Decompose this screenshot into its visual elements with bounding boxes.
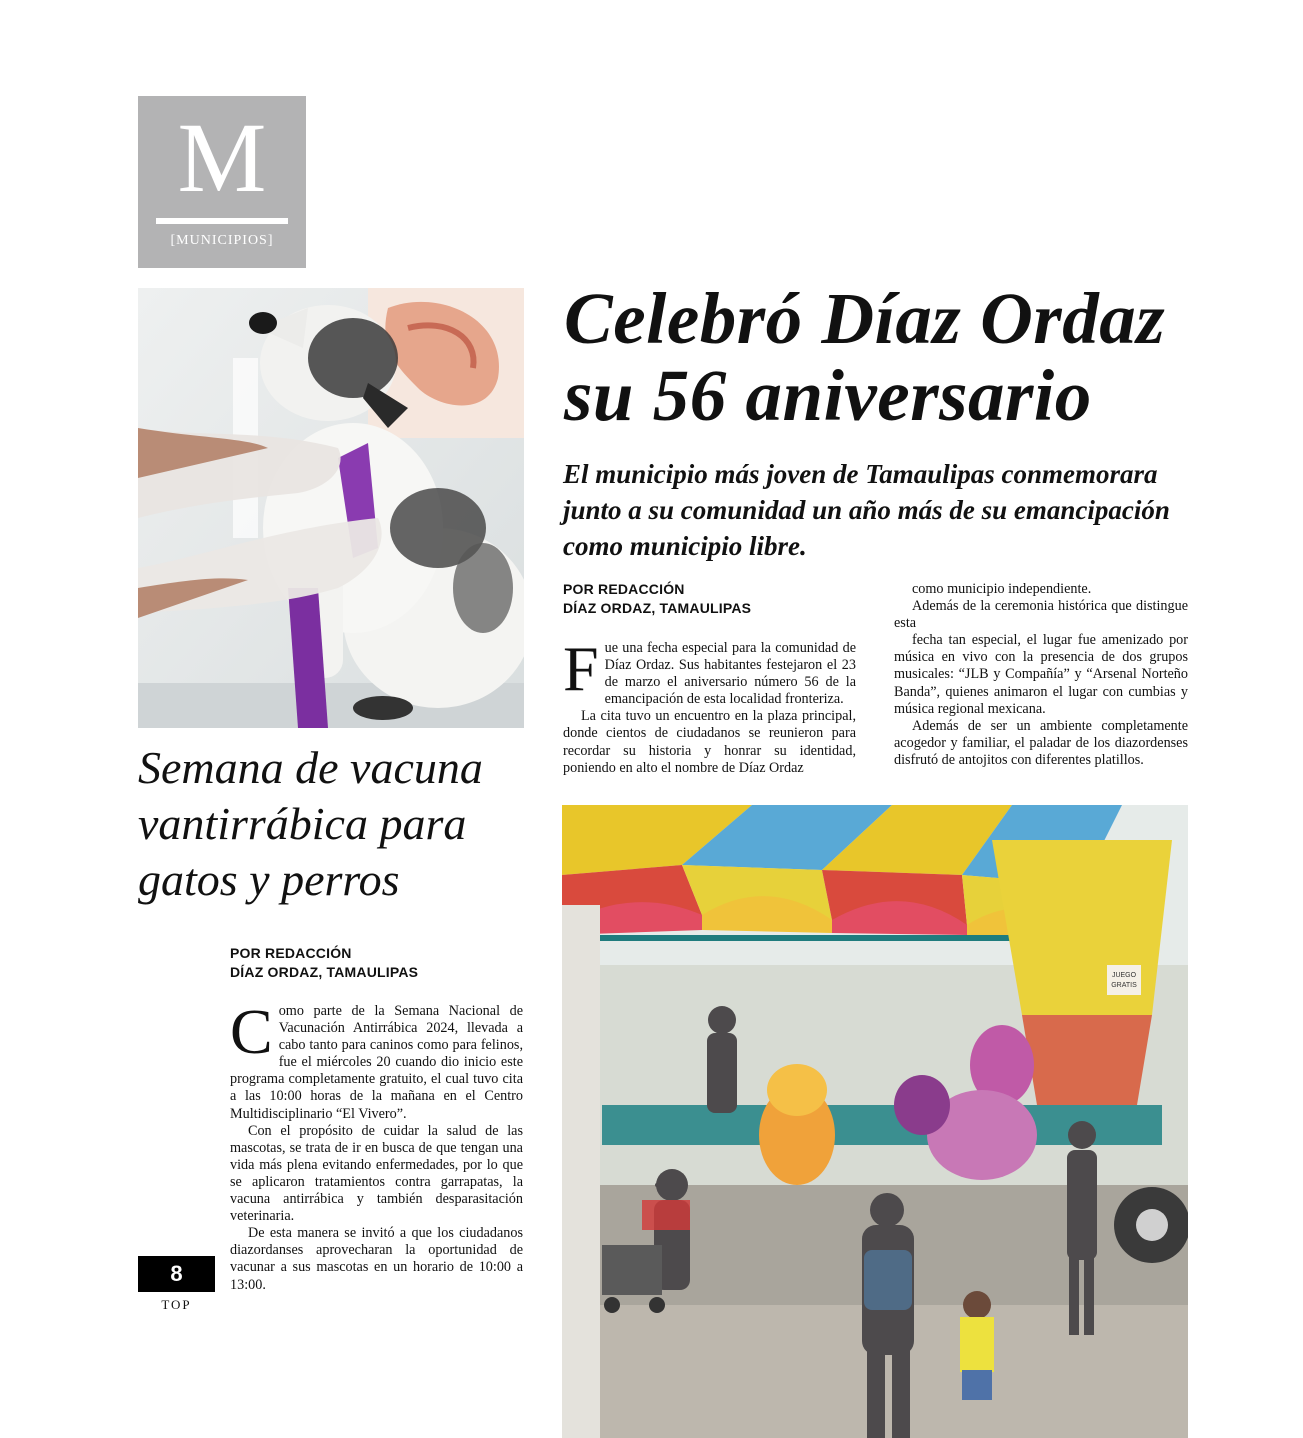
section-badge bbox=[138, 96, 306, 268]
main-article-col1 bbox=[563, 633, 856, 777]
svg-text:GRATIS: GRATIS bbox=[1111, 982, 1137, 989]
fair-carousel-photo bbox=[562, 805, 1188, 1438]
paragraph-text: omo parte de la Semana Nacional de Vacunación Antirrábica 2024, llevada a cabo tanto para caninos como para felinos, fue el miércoles 20 cuando dio inicio este programa completamente gratuito, el cual tuvo cita a las 10:00 horas de la mañana en el Centro Multidisciplinario “El Vivero”. bbox=[230, 1003, 523, 1122]
main-byline-place: DÍAZ ORDAZ, TAMAULIPAS bbox=[563, 600, 752, 616]
dog-vaccination-photo bbox=[138, 288, 524, 728]
dropcap: F bbox=[563, 633, 599, 704]
main-headline-line1: Celebró Díaz Ordaz bbox=[564, 278, 1166, 359]
dropcap: C bbox=[230, 996, 273, 1067]
paragraph: La cita tuvo un encuentro en la plaza principal, donde cientos de ciudadanos se reunieron para recordar su historia y honrar su identidad, poniendo en alto el nombre de Díaz Ordaz bbox=[563, 708, 856, 776]
side-byline bbox=[230, 944, 530, 982]
section-label: [MUNICIPIOS] bbox=[170, 233, 274, 248]
side-byline-place: DÍAZ ORDAZ, TAMAULIPAS bbox=[230, 964, 419, 980]
paragraph: Además de la ceremonia histórica que distingue esta bbox=[894, 598, 1188, 632]
paragraph: como municipio independiente. bbox=[912, 581, 1092, 597]
paragraph: De esta manera se invitó a que los ciudadanos diazordanses aprovecharan la oportunidad de vacunar a sus mascotas en un horario de 10:00 a 13:00. bbox=[230, 1225, 523, 1293]
publication-name: TOP bbox=[161, 1297, 192, 1312]
main-byline bbox=[563, 580, 863, 618]
paragraph bbox=[563, 633, 856, 708]
main-headline bbox=[564, 280, 1204, 434]
main-byline-author: POR REDACCIÓN bbox=[563, 581, 685, 597]
paragraph: fecha tan especial, el lugar fue amenizado por música en vivo con la presencia de dos grupos musicales: “JLB y Compañía” y “Arsenal Norteño Banda”, quienes animaron el lugar con cumbias y música regional mexicana. bbox=[894, 632, 1188, 717]
side-headline: Semana de vacuna vantirrábica para gatos y perros bbox=[138, 742, 483, 905]
main-headline-line2: su 56 aniversario bbox=[564, 355, 1092, 436]
svg-text:JUEGO: JUEGO bbox=[1111, 972, 1137, 979]
side-byline-author: POR REDACCIÓN bbox=[230, 945, 352, 961]
paragraph bbox=[230, 996, 523, 1123]
main-subheadline: El municipio más joven de Tamaulipas conmemorara junto a su comunidad un año más de su emancipación como municipio libre. bbox=[563, 459, 1170, 561]
side-article-body bbox=[230, 996, 523, 1294]
paragraph: Con el propósito de cuidar la salud de las mascotas, se trata de ir en busca de que tengan una vida más plena evitando enfermedades, por lo que se aplicaron tratamientos contra garrapatas, la vacuna antirrábica y también desparasitación veterinaria. bbox=[230, 1122, 523, 1225]
page-number: 8 bbox=[138, 1256, 215, 1292]
paragraph-text: ue una fecha especial para la comunidad de Díaz Ordaz. Sus habitantes festejaron el 23 de marzo el aniversario número 56 de la emancipación de esta localidad fronteriza. bbox=[604, 640, 856, 708]
main-article-col2 bbox=[894, 581, 1188, 769]
paragraph: Además de ser un ambiente completamente acogedor y familiar, el paladar de los diazordenses disfrutó de antojitos con diferentes platillos. bbox=[894, 717, 1188, 768]
badge-divider bbox=[156, 218, 288, 224]
section-letter: M bbox=[177, 102, 267, 213]
